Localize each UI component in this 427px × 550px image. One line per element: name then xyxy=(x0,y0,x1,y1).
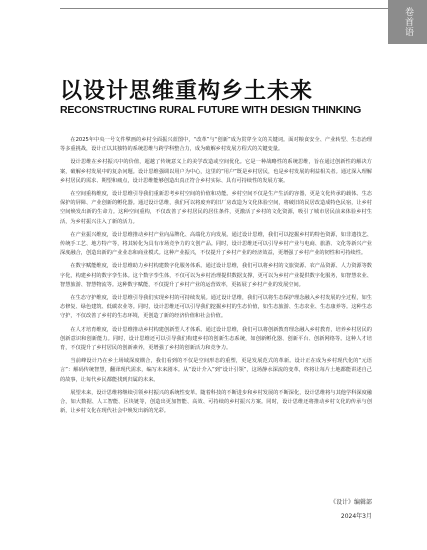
article-body xyxy=(60,136,372,420)
paragraph: 设计思维在乡村振兴中的价值，超越了传统意义上的美学改造或空间优化。它是一种战略性的系统思维，旨在通过创新性的解决方案，破解乡村发展中的复杂问题。设计思维强调以用户为中心，这里的“用户”既是乡村居民，也是乡村发展的利益相关者。通过深入理解乡村居民的需求、期望和痛点，设计思维能够创造出真正符合乡村实际、具有可持续性的发展方案。 xyxy=(60,159,372,184)
section-tab-label: 卷首语 xyxy=(403,7,413,37)
article-title: 以设计思维重构乡土未来 xyxy=(60,79,314,104)
paragraph: 在生态守护维度，设计思维引导我们实现乡村的可持续发展。通过设计思维，我们可以将生态保护理念融入乡村发展的全过程，如生态修复、绿色建筑、低碳农业等。同时，设计思维还可以引导我们挖掘乡村的生态价值，如生态旅游、生态农业、生态康养等。这种生态守护，不仅改善了乡村的生态环境，更创造了新的经济价值和社会价值。 xyxy=(60,295,372,320)
article-subtitle: RECONSTRUCTING RURAL FUTURE WITH DESIGN THINKING xyxy=(60,104,362,116)
paragraph: 当前峰设计乃在乡土场域深度耦合，我们看到的不仅是空间形态的重塑，更是发展范式的革新。设计正在成为乡村现代化的“元语言”：解码传统智慧，翻译现代需求，编写未来剧本。从“设计介入”到“设计引领”，这场静水深流的变革，终将让每片土地都能讲述自己的故事，让每代乡民都能找到归属的未来。 xyxy=(60,358,372,383)
paragraph: 在2025年中央一号文件擘画的乡村全面振兴蓝图中，“改革”与“创新”成为贯穿全文的关键词。面对粮食安全、产业转型、生态治理等多重挑战，设计正以其独特的系统思维与跨学科整合力，成为破解乡村发展方程式的关键变量。 xyxy=(60,137,372,153)
paragraph: 在数字赋能维度，设计思维助力乡村构建数字化服务体系。通过设计思维，我们可以将乡村的文旅资源、农产品资源、人力资源等数字化，构建乡村的数字孪生体。这个数字孪生体，不仅可以为乡村治理提供数据支撑，更可以为乡村产业提供数字化服务，如智慧农业、智慧旅游、智慧物流等。这种数字赋能，不仅提升了乡村产业的运营效率，更拓展了乡村产业的发展空间。 xyxy=(60,263,372,288)
paragraph: 在空间重构维度，设计思维引导我们重新思考乡村空间的价值和功能。乡村空间不仅是生产生活的容器，更是文化传承的载体、生态保护的屏障、产业创新的孵化器。通过设计思维，我们可以将废弃的旧厂房改造为文化体验空间，将破旧的民居改造成特色民宿，让乡村空间焕发出新的生命力。这种空间重构，不仅改善了乡村居民的居住条件，更激活了乡村的文化资源，吸引了城市居民前来体验乡村生活，为乡村振兴注入了新的活力。 xyxy=(60,191,372,225)
paragraph: 在产业振兴维度，设计思维推动乡村产业向品牌化、高端化方向发展。通过设计思维，我们可以挖掘乡村的特色资源，如非遗技艺、传统手工艺、地方特产等，将其转化为具有市场竞争力的文创产品。同时，设计思维还可以引导乡村产业与电商、旅游、文化等新兴产业深度融合，创造出新的产业业态和商业模式。这种产业振兴，不仅提升了乡村产业的经济效益，更增强了乡村产业的韧性和可持续性。 xyxy=(60,231,372,257)
signature-block xyxy=(330,496,372,524)
header-rule xyxy=(60,8,390,9)
paragraph: 在人才培育维度，设计思维推动乡村构建创新型人才体系。通过设计思维，我们可以将创新教育理念融入乡村教育，培养乡村居民的创新意识和创新能力。同时，设计思维还可以引导我们构建乡村的创新生态系统，如创新孵化器、创新平台、创新网络等。这种人才培育，不仅提升了乡村居民的创新素养，更增强了乡村的创新活力和竞争力。 xyxy=(60,326,372,352)
signature-date: 2024年3月 xyxy=(340,513,372,520)
signature-author: 《设计》编辑部 xyxy=(329,499,372,506)
section-tab xyxy=(388,0,427,44)
paragraph: 展望未来，设计思维将继续引领乡村振兴的系统性变革。随着科技的不断进步和乡村发展的不断深化，设计思维将与其他学科深度融合，如大数据、人工智能、区块链等，创造出更加智能、高效、可持续的乡村振兴方案。同时，设计思维还将推动乡村文化的传承与创新，让乡村文化在现代社会中焕发出新的光彩。 xyxy=(60,389,372,415)
